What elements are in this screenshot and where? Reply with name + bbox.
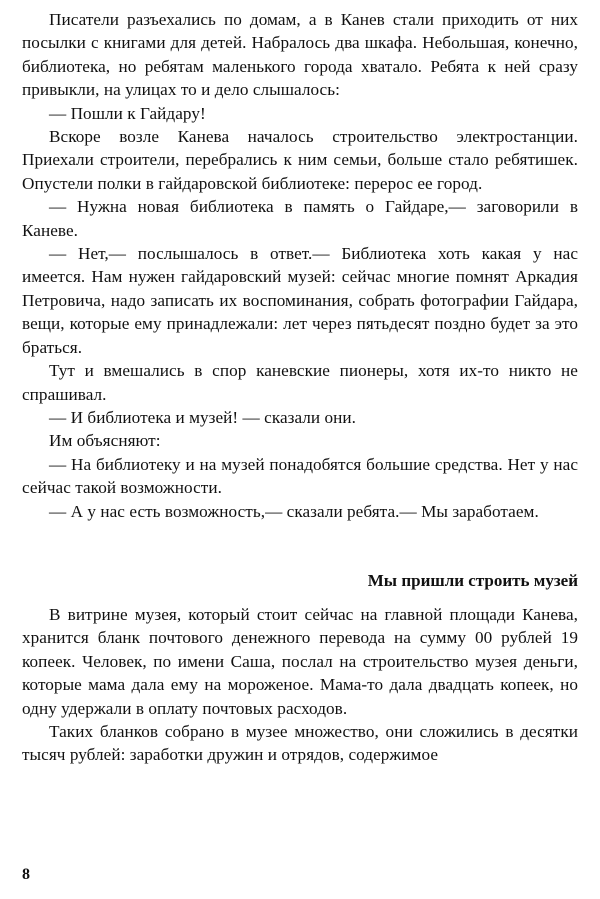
book-page <box>22 8 578 767</box>
paragraph-they-explain: Им объясняют: <box>49 431 161 451</box>
paragraph-big-funds-needed: — На библиотеку и на музей понадобятся большие средства. Нет у нас сейчас такой возможности. <box>22 454 578 498</box>
paragraph-pioneers-intervened: Тут и вмешались в спор каневские пионеры, хотя их-то никто не спрашивал. <box>22 361 578 404</box>
paragraph-go-to-gaidar: — Пошли к Гайдару! <box>49 103 206 123</box>
paragraph-we-will-earn: — А у нас есть возможность,— сказали ребята.— Мы заработаем. <box>49 501 539 521</box>
page-number: 8 <box>22 866 30 883</box>
paragraph-many-forms: Таких бланков собрано в музее множество, они сложились в десятки тысяч рублей: заработки дружин и отрядов, содержимое <box>22 721 578 765</box>
paragraph-new-library-needed: — Нужна новая библиотека в память о Гайдаре,— заговорили в Каневе. <box>22 197 578 240</box>
section-heading: Мы пришли строить музей <box>367 570 578 590</box>
paragraph-museum-needed: — Нет,— послышалось в ответ.— Библиотека хоть какая у нас имеется. Нам нужен гайдаровский музей: сейчас многие помнят Аркадия Петровича, надо записать их воспоминания, собрать фотографии Гайдара, вещи, которые ему принадлежали: лет через пятьдесят поздно будет за это браться. <box>22 244 578 357</box>
paragraph-power-station: Вскоре возле Канева началось строительство электростанции. Приехали строители, перебрались к ним семьи, больше стало ребятишек. Опустели полки в гайдаровской библиотеке: перерос ее город. <box>22 127 578 193</box>
paragraph-money-order: В витрине музея, который стоит сейчас на главной площади Канева, хранится бланк почтового денежного перевода на сумму 00 рублей 19 копеек. Человек, по имени Саша, послал на строительство музея деньги, которые мама дала ему на мороженое. Мама-то дала двадцать копеек, но одну удержали в оплату почтовых расходов. <box>22 604 578 718</box>
paragraph-writers-sent-books: Писатели разъехались по домам, а в Канев стали приходить от них посылки с книгами для детей. Набралось два шкафа. Небольшая, конечно, библиотека, но ребятам маленького города хватало. Ребята к ней сразу привыкли, на улицах то и дело слышалось: <box>22 10 578 100</box>
paragraph-library-and-museum: — И библиотека и музей! — сказали они. <box>49 407 357 427</box>
